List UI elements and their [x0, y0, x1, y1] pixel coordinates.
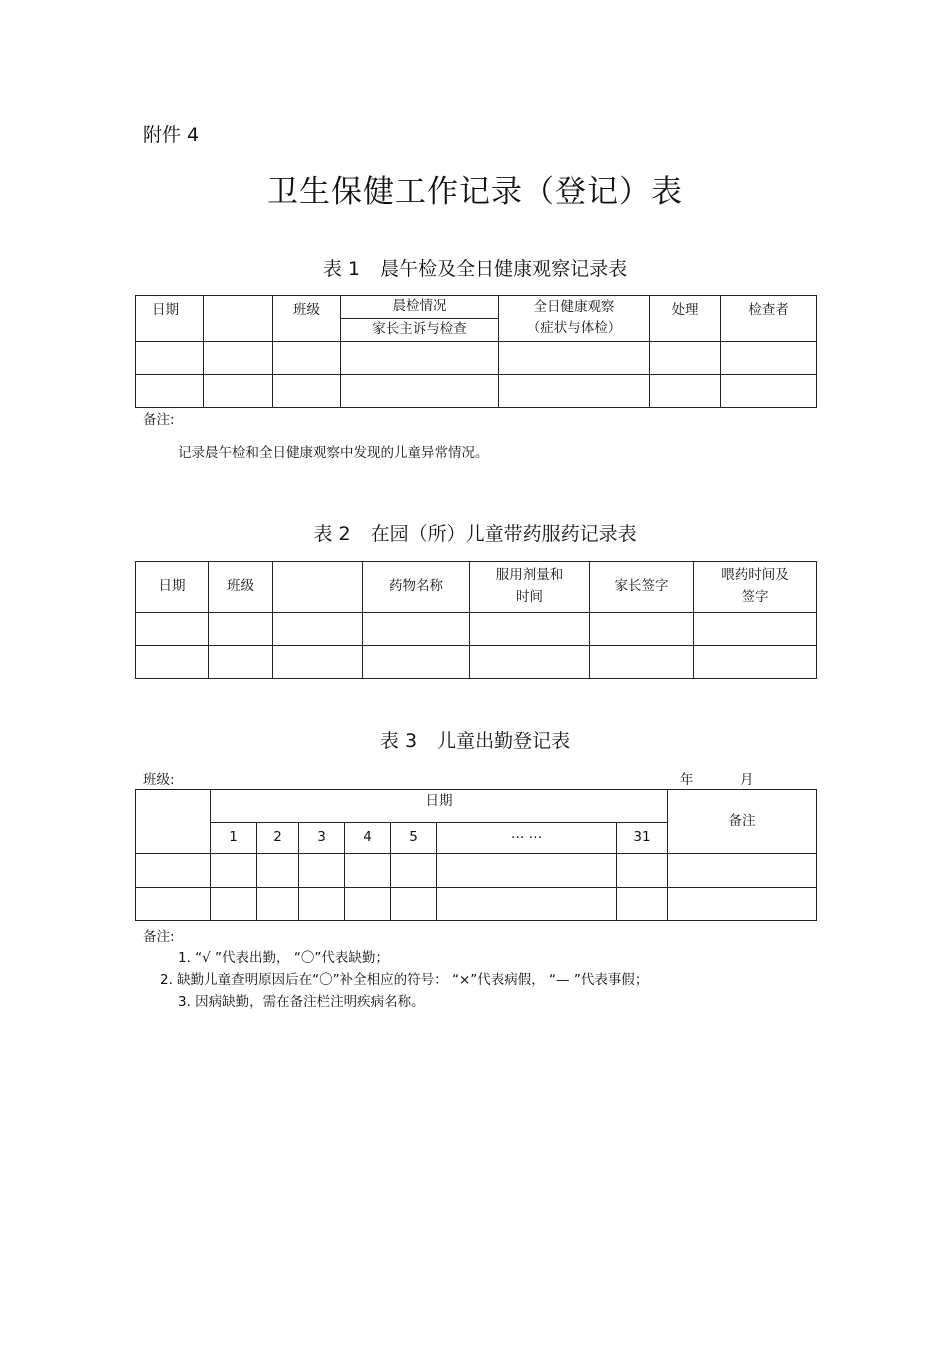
table3-title [0, 726, 950, 753]
table-row [136, 374, 817, 407]
table3-header-day-ellipsis: … … [437, 823, 617, 854]
table3-cell[interactable] [391, 854, 437, 888]
table3-cell[interactable] [437, 854, 617, 888]
table1-cell[interactable] [650, 374, 721, 407]
table2-cell[interactable] [209, 646, 273, 679]
table2-header-parent-sign: 家长签字 [590, 562, 694, 613]
table3-month-label: 月 [740, 772, 754, 788]
table3-cell[interactable] [136, 854, 211, 888]
table2-cell[interactable] [209, 613, 273, 646]
table1-header-observation-line1: 全日健康观察 [533, 298, 615, 315]
table3-header-day: 31 [617, 823, 668, 854]
table3-note-1: 1. “√ ”代表出勤， “〇”代表缺勤； [178, 950, 389, 966]
table3-header-blank [136, 790, 211, 854]
table2-header-dosage [470, 562, 590, 613]
table-row [136, 888, 817, 921]
table1-header-morning-check: 晨检情况 [341, 296, 499, 319]
table-row [136, 341, 817, 374]
table2-header-blank [273, 562, 363, 613]
table1-header-handling: 处理 [650, 296, 721, 342]
table2-header-drug-name: 药物名称 [363, 562, 470, 613]
table3-title-text: 儿童出勤登记表 [437, 730, 571, 752]
table3-note-3: 3. 因病缺勤，需在备注栏注明疾病名称。 [178, 994, 425, 1010]
table3-cell[interactable] [136, 888, 211, 921]
table3-header-day: 4 [345, 823, 391, 854]
table3-cell[interactable] [345, 888, 391, 921]
table3-note-2: 2. 缺勤儿童查明原因后在“〇”补全相应的符号： “×”代表病假， “— ”代表事假； [160, 972, 649, 988]
table1-header-observation [499, 296, 650, 342]
table3-cell[interactable] [257, 854, 299, 888]
table1-header-class: 班级 [273, 296, 341, 342]
table1-header-observation-line2: （症状与体检） [526, 320, 622, 337]
table1-cell[interactable] [499, 374, 650, 407]
table3-cell[interactable] [668, 854, 817, 888]
table2-number: 表 2 [313, 523, 351, 545]
table1-title [0, 254, 950, 281]
table3-note-label: 备注: [143, 929, 175, 945]
table2-cell[interactable] [136, 646, 209, 679]
table2 [135, 561, 817, 679]
table1-number: 表 1 [322, 258, 361, 280]
table1-cell[interactable] [273, 374, 341, 407]
table3-cell[interactable] [211, 888, 257, 921]
table1-note-label: 备注: [143, 412, 175, 428]
table2-cell[interactable] [590, 646, 694, 679]
table3-number: 表 3 [379, 730, 418, 752]
table2-cell[interactable] [590, 613, 694, 646]
table2-cell[interactable] [470, 646, 590, 679]
table3-cell[interactable] [617, 854, 668, 888]
table3-cell[interactable] [391, 888, 437, 921]
table3-header-day: 2 [257, 823, 299, 854]
table3-cell[interactable] [257, 888, 299, 921]
table1-cell[interactable] [650, 341, 721, 374]
table3-cell[interactable] [668, 888, 817, 921]
table-row [136, 646, 817, 679]
table2-header-feeding [694, 562, 817, 613]
table1-cell[interactable] [341, 341, 499, 374]
table1-cell[interactable] [204, 341, 273, 374]
table2-title-text: 在园（所）儿童带药服药记录表 [370, 523, 637, 545]
table3-cell[interactable] [437, 888, 617, 921]
table3-cell[interactable] [299, 854, 345, 888]
table3-cell[interactable] [617, 888, 668, 921]
table2-header-class: 班级 [209, 562, 273, 613]
table2-header-dosage-line1: 服用剂量和 [495, 567, 564, 584]
table1 [135, 295, 817, 408]
table1-cell[interactable] [273, 341, 341, 374]
table1-title-text: 晨午检及全日健康观察记录表 [380, 258, 628, 280]
table1-cell[interactable] [341, 374, 499, 407]
table3-header-date: 日期 [211, 790, 668, 823]
table3-cell[interactable] [211, 854, 257, 888]
table3-header-remarks: 备注 [668, 790, 817, 854]
table2-title [0, 519, 950, 546]
table1-cell[interactable] [136, 374, 204, 407]
page-title: 卫生保健工作记录（登记）表 [267, 174, 683, 210]
table3 [135, 789, 817, 921]
table1-cell[interactable] [204, 374, 273, 407]
table1-cell[interactable] [721, 341, 817, 374]
table2-cell[interactable] [694, 646, 817, 679]
table3-header-day: 5 [391, 823, 437, 854]
table1-header-date: 日期 [136, 296, 204, 342]
table1-header-inspector: 检查者 [721, 296, 817, 342]
table3-header-day: 3 [299, 823, 345, 854]
table2-header-feeding-line1: 喂药时间及 [721, 567, 789, 584]
table1-cell[interactable] [136, 341, 204, 374]
table3-cell[interactable] [299, 888, 345, 921]
table2-cell[interactable] [470, 613, 590, 646]
table2-cell[interactable] [694, 613, 817, 646]
table3-header-day: 1 [211, 823, 257, 854]
table-row [136, 854, 817, 888]
table-row [136, 613, 817, 646]
table1-note-text: 记录晨午检和全日健康观察中发现的儿童异常情况。 [178, 445, 489, 461]
table2-header-date: 日期 [136, 562, 209, 613]
annex-label: 附件 4 [143, 124, 200, 146]
table1-cell[interactable] [499, 341, 650, 374]
table3-class-label: 班级: [143, 772, 175, 788]
table3-cell[interactable] [345, 854, 391, 888]
table2-header-dosage-line2: 时间 [516, 589, 543, 605]
table2-cell[interactable] [363, 646, 470, 679]
table1-header-parent-complaint: 家长主诉与检查 [341, 319, 499, 342]
table2-cell[interactable] [273, 646, 363, 679]
table2-header-feeding-line2: 签字 [741, 589, 769, 605]
table3-year-label: 年 [680, 772, 694, 788]
table2-cell[interactable] [136, 613, 209, 646]
table1-cell[interactable] [721, 374, 817, 407]
table1-header-blank [204, 296, 273, 342]
table2-cell[interactable] [363, 613, 470, 646]
table2-cell[interactable] [273, 613, 363, 646]
